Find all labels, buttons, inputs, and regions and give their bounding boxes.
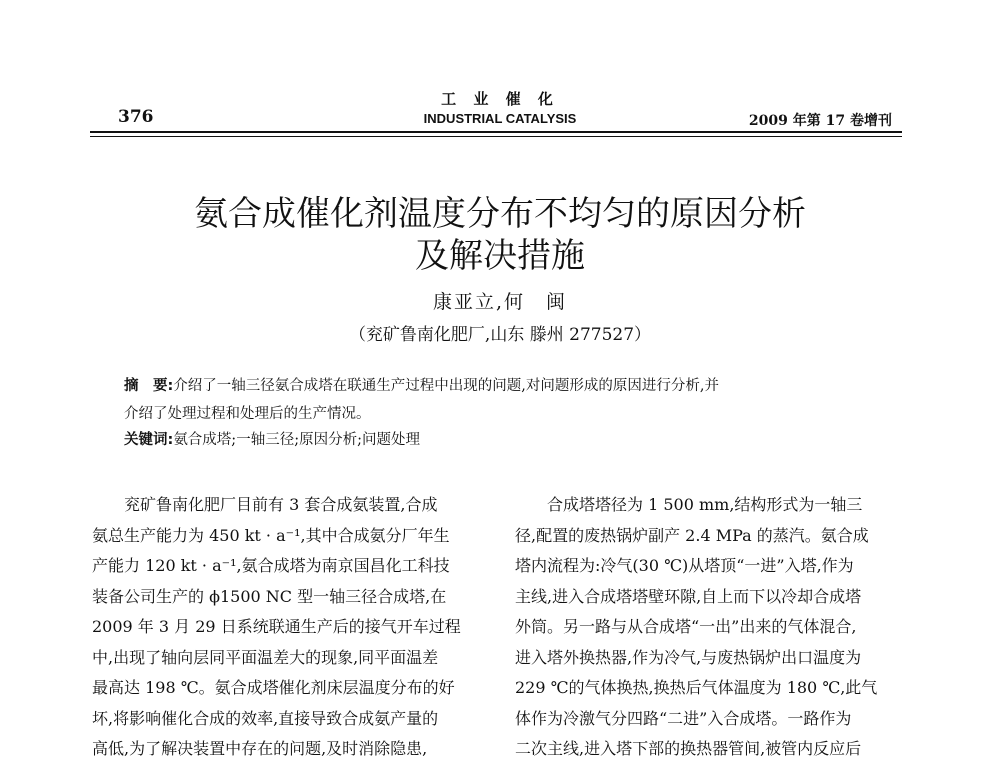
body-line: 径,配置的废热锅炉副产 2.4 MPa 的蒸汽。氨合成 xyxy=(515,525,869,545)
abstract-line1: 介绍了一轴三径氨合成塔在联通生产过程中出现的问题,对问题形成的原因进行分析,并 xyxy=(173,378,720,394)
body-line: 合成塔塔径为 1 500 mm,结构形式为一轴三 xyxy=(515,495,863,514)
page-number: 376 xyxy=(118,107,154,127)
abstract-line2: 介绍了处理过程和处理后的生产情况。 xyxy=(124,406,371,422)
body-line: 二次主线,进入塔下部的换热器管间,被管内反应后 xyxy=(515,739,862,758)
journal-name-en: INDUSTRIAL CATALYSIS xyxy=(423,111,577,126)
body-column-left xyxy=(92,490,472,765)
body-line: 229 ℃的气体换热,换热后气体温度为 180 ℃,此气 xyxy=(515,678,878,697)
abstract xyxy=(124,372,874,400)
article-title-line1: 氨合成催化剂温度分布不均匀的原因分析 xyxy=(194,194,806,234)
keywords xyxy=(124,428,420,449)
keywords-text: 氨合成塔;一轴三径;原因分析;问题处理 xyxy=(173,432,420,448)
body-line: 兖矿鲁南化肥厂目前有 3 套合成氨装置,合成 xyxy=(92,495,438,514)
body-line: 进入塔外换热器,作为冷气,与废热锅炉出口温度为 xyxy=(515,647,862,667)
body-line: 坏,将影响催化合成的效率,直接导致合成氨产量的 xyxy=(92,708,439,728)
affiliation: （兖矿鲁南化肥厂,山东 滕州 277527） xyxy=(348,325,652,345)
issue-info: 2009 年第 17 卷增刊 xyxy=(748,113,892,129)
article-title-line2: 及解决措施 xyxy=(415,236,585,276)
body-line: 主线,进入合成塔塔壁环隙,自上而下以冷却合成塔 xyxy=(515,586,862,606)
body-line: 中,出现了轴向层同平面温差大的现象,同平面温差 xyxy=(92,647,439,667)
body-line: 外筒。另一路与从合成塔“一出”出来的气体混合, xyxy=(515,617,857,636)
authors: 康亚立,何 闽 xyxy=(432,291,568,313)
body-line: 产能力 120 kt · a⁻¹,氨合成塔为南京国昌化工科技 xyxy=(92,556,450,575)
abstract-label: 摘 要: xyxy=(124,378,174,394)
journal-name-cn: 工 业 催 化 xyxy=(441,90,559,108)
body-column-right xyxy=(515,490,895,765)
body-line: 2009 年 3 月 29 日系统联通生产后的接气开车过程 xyxy=(92,617,461,636)
body-line: 体作为冷激气分四路“二进”入合成塔。一路作为 xyxy=(515,708,852,728)
body-line: 氨总生产能力为 450 kt · a⁻¹,其中合成氨分厂年生 xyxy=(92,525,450,545)
body-line: 塔内流程为:冷气(30 ℃)从塔顶“一进”入塔,作为 xyxy=(515,556,854,575)
body-line: 装备公司生产的 ϕ1500 NC 型一轴三径合成塔,在 xyxy=(92,586,447,606)
body-line: 最高达 198 ℃。氨合成塔催化剂床层温度分布的好 xyxy=(92,678,455,697)
body-line: 高低,为了解决装置中存在的问题,及时消除隐患, xyxy=(92,739,428,758)
header-rule-thick xyxy=(90,131,902,133)
header-rule-thin xyxy=(90,136,902,137)
keywords-label: 关键词: xyxy=(124,432,174,448)
